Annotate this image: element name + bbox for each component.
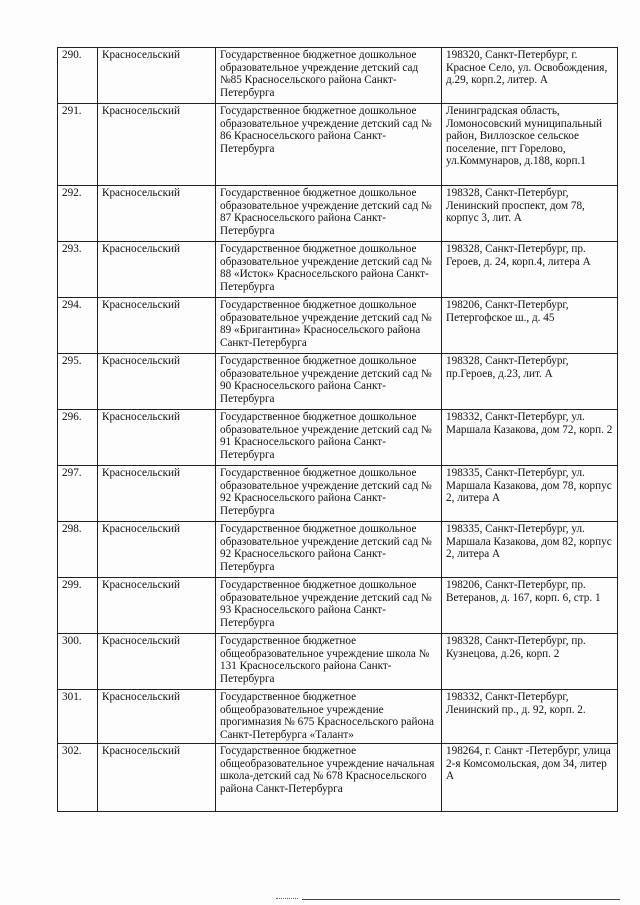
row-number: 297. [58,466,98,522]
row-number: 298. [58,522,98,578]
district-cell: Красносельский [98,690,216,744]
district-cell: Красносельский [98,48,216,104]
district-cell: Красносельский [98,578,216,634]
row-number: 301. [58,690,98,744]
footer-dotted-mark [276,898,298,901]
address-cell: 198328, Санкт-Петербург, пр. Героев, д. 24, корп.4, литера А [442,242,618,298]
row-number: 294. [58,298,98,354]
district-cell: Красносельский [98,522,216,578]
table-row [58,354,618,410]
table-row [58,466,618,522]
institution-name-cell: Государственное бюджетное дошкольное образовательное учреждение детский сад № 87 Красносельского района Санкт-Петербурга [216,186,442,242]
district-cell: Красносельский [98,410,216,466]
institution-name-cell: Государственное бюджетное дошкольное образовательное учреждение детский сад № 92 Красносельского района Санкт-Петербурга [216,466,442,522]
address-cell: 198328, Санкт-Петербург, пр.Героев, д.23, лит. А [442,354,618,410]
table-row [58,104,618,186]
district-cell: Красносельский [98,354,216,410]
table-row [58,744,618,812]
address-cell: 198332, Санкт-Петербург, ул. Маршала Казакова, дом 72, корп. 2 [442,410,618,466]
row-number: 290. [58,48,98,104]
district-cell: Красносельский [98,104,216,186]
address-cell: 198206, Санкт-Петербург, Петергофское ш., д. 45 [442,298,618,354]
table-row [58,48,618,104]
institution-name-cell: Государственное бюджетное дошкольное образовательное учреждение детский сад № 89 «Бригантина» Красносельского района Санкт-Петербурга [216,298,442,354]
institution-name-cell: Государственное бюджетное дошкольное образовательное учреждение детский сад № 93 Красносельского района Санкт-Петербурга [216,578,442,634]
address-cell: 198332, Санкт-Петербург, Ленинский пр., д. 92, корп. 2. [442,690,618,744]
institution-name-cell: Государственное бюджетное дошкольное образовательное учреждение детский сад № 90 Красносельского района Санкт-Петербурга [216,354,442,410]
table-row [58,690,618,744]
row-number: 299. [58,578,98,634]
district-cell: Красносельский [98,634,216,690]
row-number: 292. [58,186,98,242]
address-cell: 198264, г. Санкт -Петербург, улица 2-я Комсомольская, дом 34, литер А [442,744,618,812]
address-cell: 198320, Санкт-Петербург, г. Красное Село, ул. Освобождения, д.29, корп.2, литер. А [442,48,618,104]
table-row [58,186,618,242]
district-cell: Красносельский [98,242,216,298]
table-row [58,522,618,578]
row-number: 293. [58,242,98,298]
institutions-table [57,47,618,812]
row-number: 300. [58,634,98,690]
institution-name-cell: Государственное бюджетное общеобразовательное учреждение начальная школа-детский сад № 678 Красносельского района Санкт-Петербурга [216,744,442,812]
district-cell: Красносельский [98,744,216,812]
table-row [58,298,618,354]
address-cell: Ленинградская область, Ломоносовский муниципальный район, Виллозское сельское поселение, пгт Горелово, ул.Коммунаров, д.188, корп.1 [442,104,618,186]
table-row [58,242,618,298]
district-cell: Красносельский [98,298,216,354]
district-cell: Красносельский [98,466,216,522]
institution-name-cell: Государственное бюджетное дошкольное образовательное учреждение детский сад № 86 Красносельского района Санкт-Петербурга [216,104,442,186]
table-row [58,410,618,466]
address-cell: 198328, Санкт-Петербург, Ленинский проспект, дом 78, корпус 3, лит. А [442,186,618,242]
row-number: 302. [58,744,98,812]
address-cell: 198335, Санкт-Петербург, ул. Маршала Казакова, дом 78, корпус 2, литера А [442,466,618,522]
address-cell: 198335, Санкт-Петербург, ул. Маршала Казакова, дом 82, корпус 2, литера А [442,522,618,578]
address-cell: 198206, Санкт-Петербург, пр. Ветеранов, д. 167, корп. 6, стр. 1 [442,578,618,634]
institution-name-cell: Государственное бюджетное дошкольное образовательное учреждение детский сад № 91 Красносельского района Санкт-Петербурга [216,410,442,466]
district-cell: Красносельский [98,186,216,242]
row-number: 296. [58,410,98,466]
footer-rule [302,899,620,900]
institution-name-cell: Государственное бюджетное общеобразовательное учреждение прогимназия № 675 Красносельского района Санкт-Петербурга «Талант» [216,690,442,744]
table-row [58,634,618,690]
institution-name-cell: Государственное бюджетное дошкольное образовательное учреждение детский сад №85 Красносельского района Санкт-Петербурга [216,48,442,104]
institution-name-cell: Государственное бюджетное дошкольное образовательное учреждение детский сад № 88 «Исток» Красносельского района Санкт-Петербурга [216,242,442,298]
address-cell: 198328, Санкт-Петербург, пр. Кузнецова, д.26, корп. 2 [442,634,618,690]
table-row [58,578,618,634]
institution-name-cell: Государственное бюджетное общеобразовательное учреждение школа № 131 Красносельского района Санкт-Петербурга [216,634,442,690]
row-number: 295. [58,354,98,410]
institution-name-cell: Государственное бюджетное дошкольное образовательное учреждение детский сад № 92 Красносельского района Санкт-Петербурга [216,522,442,578]
row-number: 291. [58,104,98,186]
